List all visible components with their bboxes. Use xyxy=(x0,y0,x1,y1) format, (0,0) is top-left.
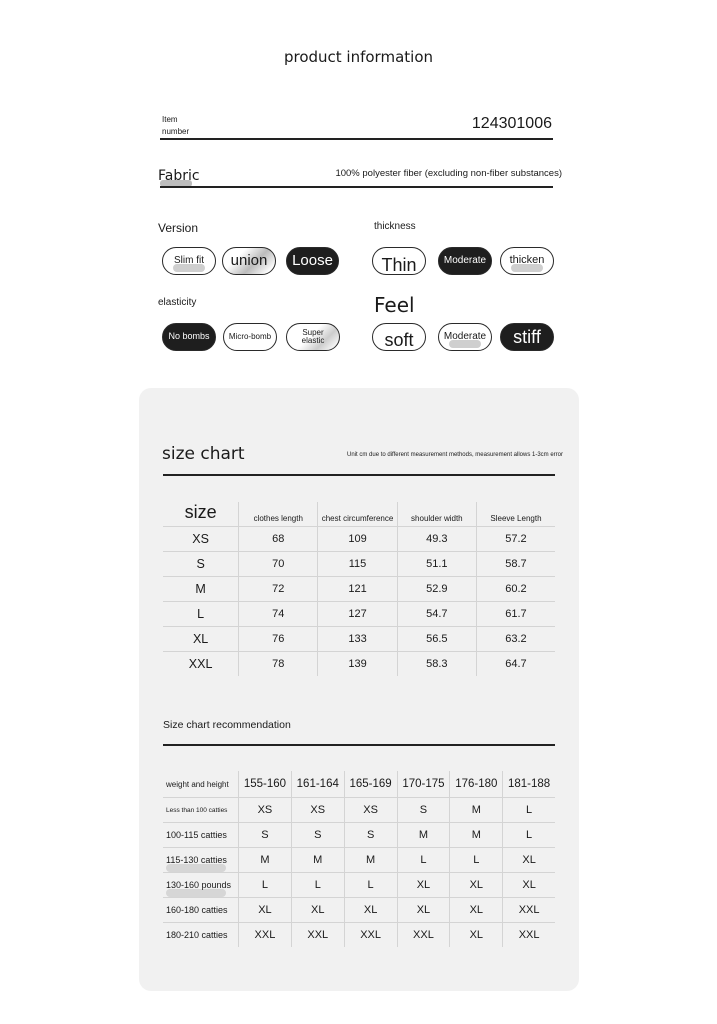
recommended-size-cell: XS xyxy=(291,798,344,823)
table-row xyxy=(163,552,555,577)
weight-cell: Less than 100 catties xyxy=(163,798,239,823)
size-cell: XXL xyxy=(188,657,213,671)
size-chart-title: size chart xyxy=(162,444,245,464)
recommended-size-cell: XL xyxy=(503,848,555,873)
feel-option-stiff: stiff xyxy=(500,323,554,351)
shoulder-cell: 49.3 xyxy=(397,527,476,552)
recommended-size-cell: S xyxy=(291,823,344,848)
recommended-size-cell: L xyxy=(397,848,450,873)
recommended-size-cell: XL xyxy=(344,898,397,923)
weight-cell: 180-210 catties xyxy=(166,930,228,940)
clothes-length-cell: 76 xyxy=(239,627,318,652)
size-chart-divider xyxy=(163,474,555,476)
sleeve-cell: 63.2 xyxy=(476,627,555,652)
table-row xyxy=(163,923,555,948)
item-number-value: 124301006 xyxy=(471,115,552,132)
recommended-size-cell: XS xyxy=(344,798,397,823)
page-title: product information xyxy=(283,48,434,66)
sleeve-cell: 60.2 xyxy=(476,577,555,602)
recommendation-header-row xyxy=(163,771,555,798)
shoulder-cell: 54.7 xyxy=(397,602,476,627)
size-chart-header-row xyxy=(163,502,555,527)
chest-cell: 109 xyxy=(318,527,397,552)
shoulder-cell: 56.5 xyxy=(397,627,476,652)
size-chart-table xyxy=(163,502,555,676)
recommended-size-cell: XL xyxy=(397,898,450,923)
elasticity-label: elasticity xyxy=(158,297,197,308)
size-chart-header-clothes-length: clothes length xyxy=(239,502,318,527)
recommendation-title: Size chart recommendation xyxy=(163,719,291,731)
size-chart-header-sleeve: Sleeve Length xyxy=(476,502,555,527)
thickness-option-thicken: thicken xyxy=(500,247,554,275)
sleeve-cell: 61.7 xyxy=(476,602,555,627)
table-row xyxy=(163,823,555,848)
height-header: 161-164 xyxy=(291,771,344,798)
recommended-size-cell: XL xyxy=(450,923,503,948)
recommended-size-cell: M xyxy=(344,848,397,873)
recommended-size-cell: L xyxy=(503,798,555,823)
chest-cell: 139 xyxy=(318,652,397,677)
recommended-size-cell: M xyxy=(239,848,292,873)
height-header: 155-160 xyxy=(239,771,292,798)
recommended-size-cell: XXL xyxy=(239,923,292,948)
item-number-label-line2: number xyxy=(162,127,190,136)
shoulder-cell: 51.1 xyxy=(397,552,476,577)
recommended-size-cell: XXL xyxy=(397,923,450,948)
recommended-size-cell: M xyxy=(291,848,344,873)
version-option-loose: Loose xyxy=(286,247,339,275)
item-divider xyxy=(160,138,553,140)
weight-cell: 160-180 catties xyxy=(163,898,239,923)
size-chart-header-chest: chest circumference xyxy=(318,502,397,527)
recommended-size-cell: S xyxy=(397,798,450,823)
recommended-size-cell: M xyxy=(450,798,503,823)
thickness-label: thickness xyxy=(374,221,416,232)
version-option-slim-fit: Slim fit xyxy=(162,247,216,275)
height-header: 170-175 xyxy=(397,771,450,798)
recommended-size-cell: XXL xyxy=(503,898,555,923)
recommended-size-cell: L xyxy=(450,848,503,873)
chest-cell: 133 xyxy=(318,627,397,652)
thickness-option-moderate: Moderate xyxy=(438,247,492,275)
shoulder-cell: 58.3 xyxy=(397,652,476,677)
recommended-size-cell: M xyxy=(397,823,450,848)
recommended-size-cell: L xyxy=(344,873,397,898)
size-chart-note: Unit cm due to different measurement methods, measurement allows 1-3cm error xyxy=(347,452,563,458)
table-row xyxy=(163,898,555,923)
shoulder-cell: 52.9 xyxy=(397,577,476,602)
thickness-option-thin: Thin xyxy=(372,247,426,275)
feel-option-moderate: Moderate xyxy=(438,323,492,351)
clothes-length-cell: 74 xyxy=(239,602,318,627)
size-cell: M xyxy=(163,577,239,602)
table-row xyxy=(163,848,555,873)
sleeve-cell: 64.7 xyxy=(476,652,555,677)
recommended-size-cell: XL xyxy=(503,873,555,898)
chest-cell: 127 xyxy=(318,602,397,627)
recommended-size-cell: L xyxy=(239,873,292,898)
version-label: Version xyxy=(158,221,199,235)
weight-cell: 115-130 catties xyxy=(163,848,239,873)
table-row xyxy=(163,577,555,602)
recommended-size-cell: L xyxy=(291,873,344,898)
item-number-label-line1: Item xyxy=(162,115,178,124)
elasticity-option-micro-bomb: Micro-bomb xyxy=(223,323,277,351)
clothes-length-cell: 70 xyxy=(239,552,318,577)
elasticity-option-no-bombs: No bombs xyxy=(162,323,216,351)
recommended-size-cell: S xyxy=(239,823,292,848)
weight-cell: 130-160 pounds xyxy=(163,873,239,898)
recommended-size-cell: XL xyxy=(239,898,292,923)
size-chart-header-size: size xyxy=(163,502,239,527)
feel-option-soft: soft xyxy=(372,323,426,351)
height-header: 176-180 xyxy=(450,771,503,798)
clothes-length-cell: 68 xyxy=(239,527,318,552)
table-row xyxy=(163,527,555,552)
recommended-size-cell: XL xyxy=(397,873,450,898)
recommendation-divider xyxy=(163,744,555,746)
recommended-size-cell: S xyxy=(344,823,397,848)
sleeve-cell: 58.7 xyxy=(476,552,555,577)
clothes-length-cell: 72 xyxy=(239,577,318,602)
size-chart-header-shoulder: shoulder width xyxy=(397,502,476,527)
table-row xyxy=(163,652,555,677)
recommended-size-cell: XXL xyxy=(503,923,555,948)
size-cell: XL xyxy=(163,627,239,652)
feel-label: Feel xyxy=(374,293,415,317)
recommendation-corner: weight and height xyxy=(163,771,239,798)
recommended-size-cell: XL xyxy=(450,898,503,923)
size-cell: XS xyxy=(163,527,239,552)
size-cell: L xyxy=(163,602,239,627)
recommendation-table xyxy=(163,771,555,947)
clothes-length-cell: 78 xyxy=(239,652,318,677)
fabric-value: 100% polyester fiber (excluding non-fiber substances) xyxy=(335,168,562,179)
version-option-union: union xyxy=(222,247,276,275)
chest-cell: 115 xyxy=(318,552,397,577)
item-number-label xyxy=(162,114,189,138)
recommended-size-cell: XXL xyxy=(344,923,397,948)
table-row xyxy=(163,602,555,627)
elasticity-option-super-elastic: Super elastic xyxy=(286,323,340,351)
size-cell: S xyxy=(163,552,239,577)
fabric-label: Fabric xyxy=(158,168,200,184)
recommended-size-cell: XL xyxy=(291,898,344,923)
sleeve-cell: 57.2 xyxy=(476,527,555,552)
fabric-divider xyxy=(160,186,553,188)
weight-cell: 100-115 catties xyxy=(163,823,239,848)
recommended-size-cell: M xyxy=(450,823,503,848)
table-row xyxy=(163,627,555,652)
recommended-size-cell: XS xyxy=(239,798,292,823)
height-header: 165-169 xyxy=(344,771,397,798)
recommended-size-cell: L xyxy=(503,823,555,848)
chest-cell: 121 xyxy=(318,577,397,602)
table-row xyxy=(163,873,555,898)
recommended-size-cell: XL xyxy=(450,873,503,898)
recommended-size-cell: XXL xyxy=(291,923,344,948)
height-header: 181-188 xyxy=(503,771,555,798)
table-row xyxy=(163,798,555,823)
